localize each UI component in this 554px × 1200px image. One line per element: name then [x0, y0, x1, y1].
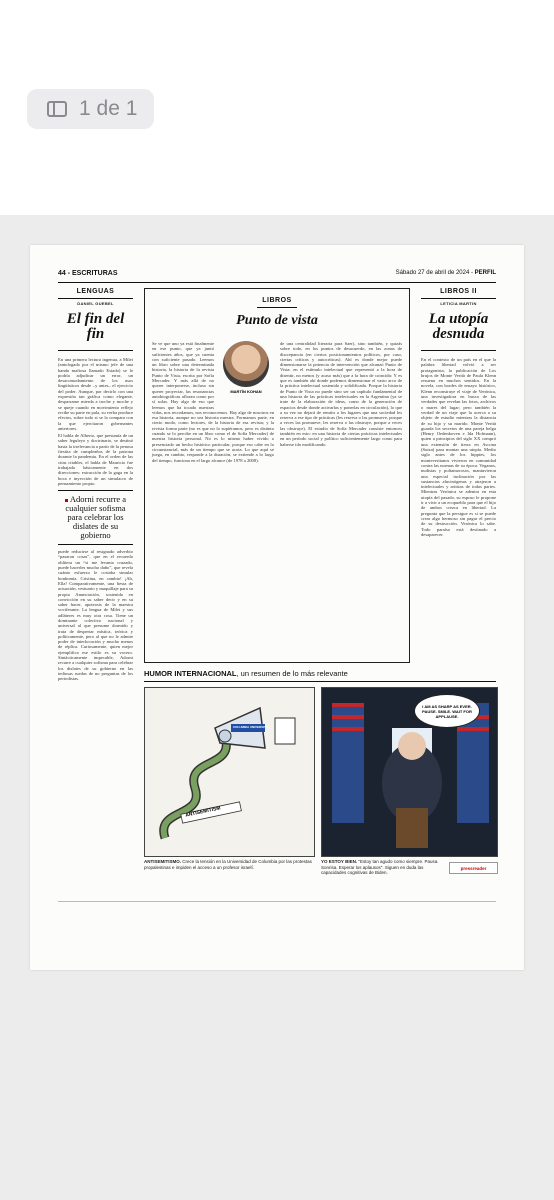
page-footer-rule: [58, 901, 496, 902]
headline: El fin del fin: [66, 311, 125, 342]
document-viewer[interactable]: [0, 215, 554, 1200]
cartoon-label: COLUMBIA UNIVERSITY: [233, 725, 268, 729]
newspaper-page: [30, 245, 524, 970]
page-header: [58, 270, 496, 283]
article-body: El habla de Alberto, que presumía de un saber leguleyo y doctrinario, se destinó hasta la irrelevancia a partir de la penosa fiestita de cumpleaños de la patrona durante la pandemia. En el orden de las citas citables, el habla de Mauricio fue trabajada básicamente en dos direcciones: extracción de la gaga en la boca e inyección de un simulacro de pensamiento propio.: [58, 433, 133, 486]
page-indicator-label: 1 de 1: [79, 97, 138, 120]
photo-caption: MARTÍN KOHAN: [230, 389, 262, 394]
article-body: puede reducirse al resignado adverbio “pasaron cosas”, que en el recuerdo oblitera un “si me levanto cruzado, puede hacerles mucho daño”, que revela cuánto esfuerzo le costaba simular bonhomía. Cristina, en cambio! ¡Ah, Ella! Comparativamente, una fiesta de actuación, vestuario y maquillaje para su propia Anunciación, sostenida en convicción en su saber decir y en su saber hacer, apoteosis de la maestra vociferante. La lengua de Milei y sus adláteres es muy otra cosa. Tiene un dominante colectivo nacional y universal al que presume dormido y trata de despertar mística, teórica y políticamente, pero al que no le admite poder de interlocución y mucho menos de réplica. Curiosamente, quien mejor ejemplifica ese estilo es su vocero. Sintácticamente impecable, Adorni recurre a cualquier sofisma para celebrar los dislates de su gobierno en las tediosas ruedas de no preguntas de los periodistas.: [58, 549, 134, 682]
article-punto-de-vista: [144, 288, 410, 663]
article-lenguas: [58, 288, 133, 682]
section-label: LIBROS II: [421, 288, 496, 299]
article-body: En el contexto de un país en el que la palabra libertad volvió a ser protagonista, la publicación de Los brujos de Monte Verità de Paula Klenn resuena en muchos sentidos. En la novela, con bordes de ensayo histórico, Klenn reconstruye el viaje de Verónica, una investigadora en busca de las verdades que revelan las fotos, archivos o mares del lugar; pero también la verdad de un viaje que la acerca a su objeto de estudio mientras la distancia de su hijo y su marido. Monte Verità guarda los secretos de una pareja belga (Henry Oedenkoven e Ida Hofmann), quien a principios del siglo XX compró una extensión de tierra en Ascona (Suiza) para montar una utopía. Medio siglo antes de los hippies, los monteveritanos vivieron en comunidad contra las normas de su época. Veganos, nudistas y poliamorosos, mantuvieron una especial inclinación por las sustancias alucinógenas y atrajeron a intelectuales y artistas de todas partes. Mientras Verónica se adentra en esta utopía del pasado, su esposo le propone ir a vivir a un ecopueblo para que el hijo de ambos crezca en libertad. La pregunta que la persigue es si se puede crear algo hermoso sin pagar el precio de su destrucción. Verónica lo sabe. Todo paraíso está destinado a desaparecer.: [421, 357, 496, 537]
speech-bubble: I AM AS SHARP AS EVER. PAUSE. SMILE. WAIT FOR APPLAUSE.: [414, 694, 480, 728]
bullet-icon: [65, 499, 68, 502]
section-label: LENGUAS: [58, 288, 133, 299]
brand-name: PERFIL: [474, 270, 496, 276]
cartoon-biden: [321, 687, 498, 857]
author-photo: [218, 341, 274, 405]
author-portrait: [223, 341, 269, 387]
divider: [58, 350, 133, 351]
pull-quote: Adorni recurre a cualquier sofisma para celebrar los dislates de su gobierno: [58, 490, 133, 545]
article-body: En una primera lectura ingenua, a Milei (antologado por el mismo jefe de una banda mafiosa llamado Estado) se le podría adjudicar un error, un desacomodamiento de los usos lingüísticos desde –y antes– el ejercicio del poder. Aunque, por decirlo con una expresión tan gráfica como elegante, desparrame mierda a troche y moche y se queje cuando en movimiento reflejo recibe su parte en pala, su verba produce efectos, sobre todo si se la compara con la que ejercitaron gobernantes anteriores.: [58, 357, 133, 431]
article-body: Se ve que uno ya está finalmente en ese punto, que ya juntó suficientes años, que ya cuenta con suficiente pasado. Leemos un libro sobre una determinada historia, la historia de la revista Punto de Vista, escrita por Sofía Mercader. Y más allá de no querer interponerse, incluso sin querer proyectar, las resonancias autobiográficas afloran como por sí solas. Hay algo de eso que leemos que ha tocado nuestras vidas, nos recordamos, nos reconocemos. Hay algo de nosotros en esa historia, aunque no sea historia nuestra. Formamos parte, en cierto modo, como lectores, de la historia de esa revista; y la revista forma parte (no es que no lo supiéramos, pero es distinto cuando se lo percibe en un libro como el de Sofía Mercader) de nuestra historia personal. No es lo mismo haber vivido o presenciado un hecho histórico particular, porque eso cabe en lo circunstancial, más de un tiempo que se acota. Lo que aquí se juega, en cambio, responde a la duración, se extiende a lo largo del tiempo, funciona en el largo alcance (de 1978 a 2008).: [152, 341, 274, 463]
sidebar-icon: [47, 101, 67, 117]
cartoon-drawing: [145, 688, 314, 856]
cartoon-label: ANTISEMITISM: [184, 805, 222, 819]
cartoon-caption: YO ESTOY BIEN. "Estoy tan agudo como siempre. Pausa. Sonrisa. Esperar los aplausos". Siguen en duda las capacidades cognitivas de Biden.: [321, 859, 439, 875]
pressreader-logo: pressreader: [449, 862, 498, 874]
cartoon-caption: ANTISEMITISMO. Crece la tensión en la Universidad de Columbia por las protestas propalestinas e impiden el acceso a un profesor israelí.: [144, 859, 312, 870]
page-indicator-button[interactable]: [27, 89, 154, 129]
article-libros-ii: [421, 288, 496, 537]
section-label: LIBROS: [257, 297, 297, 308]
humor-title: HUMOR INTERNACIONAL, un resumen de lo más relevante: [144, 669, 496, 682]
humor-section: [144, 669, 496, 891]
cartoon-antisemitism: [144, 687, 315, 857]
article-body: de una centralidad literaria para Saer), sino también, y quizás sobre todo, en los puntos de desacuerdo, en las zonas de discrepancia (en ciertos posicionamientos políticos, por caso, ciertas críticas y autocríticas). Ahí es donde mejor puede dimensionarse la potencia de intervención que alcanzó Punto de Vista: en el estímulo intelectual que representó a la hora de disentir, no menos (y acaso más) que a la hora de coincidir. Y es que es también ahí donde podemos dimensionar el vasto arco de la práctica intelectual sostenida y solidificada. Porque la historia de Punto de Vista no puede sino ser un capítulo fundamental de una historia de las prácticas intelectuales en la Argentina (ya se trate de la elaboración de ideas, como de la generación de espacios desde donde activarlas y ponerlas en circulación), lo que a su vez no dejará de remitir a los lugares que una sociedad les reserva a ese tipo de prácticas (les reserva o las promueve, porque a veces las promueve, les reserva o las obstruye, porque a veces las obstruye). El estudio de Sofía Mercader consiste entonces también en esto: en una historia de ciertas prácticas intelectuales en un período social y político suficientemente largo como para haberse ido modificando.: [280, 341, 402, 447]
headline: La utopía desnuda: [428, 311, 489, 342]
viewer-toolbar: [0, 0, 554, 215]
headline: Punto de vista: [236, 313, 318, 328]
page-date: Sábado 27 de abril de 2024 - PERFIL: [395, 270, 496, 276]
byline: LETICIA MARTIN: [440, 301, 477, 306]
page-section-label: 44 - ESCRITURAS: [58, 270, 118, 277]
byline: DANIEL GUEBEL: [77, 301, 114, 306]
divider: [421, 350, 496, 351]
